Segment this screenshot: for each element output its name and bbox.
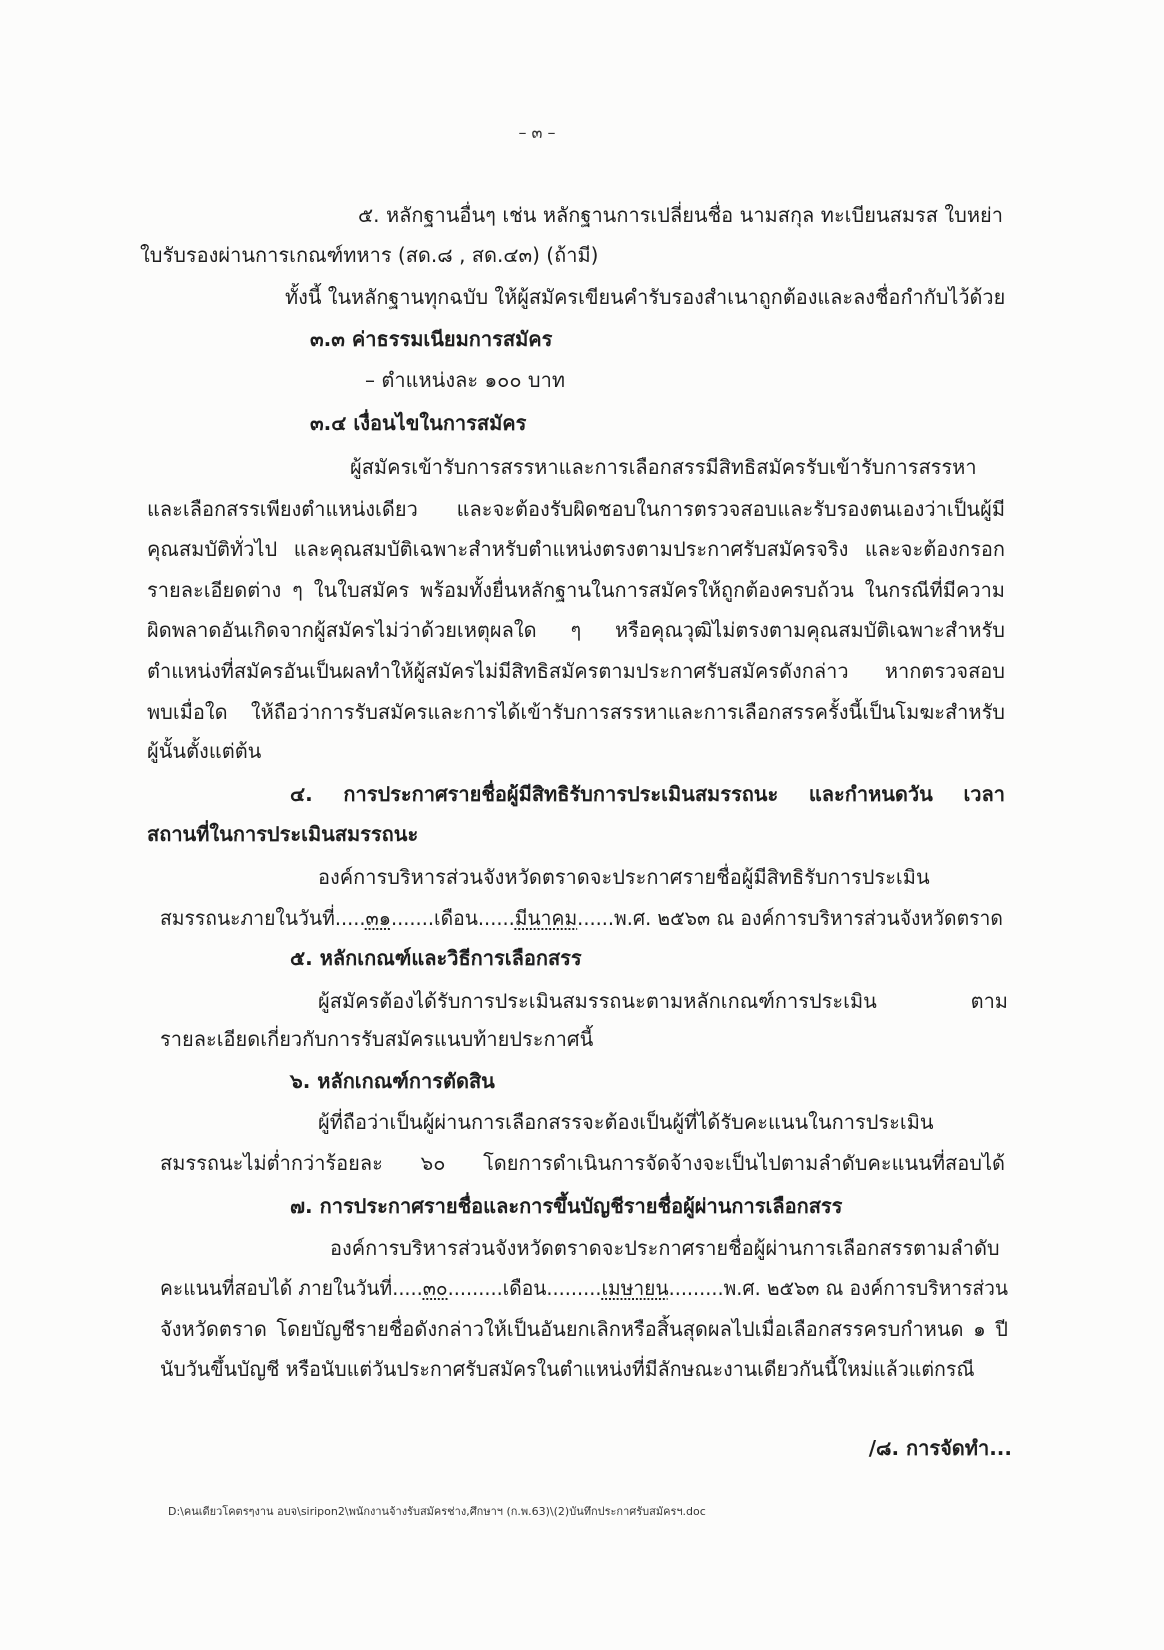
- announcement-date-line: [160, 1273, 1009, 1303]
- date-line-text: .......เดือน......: [390, 906, 515, 930]
- paragraph-line: ผิดพลาดอันเกิดจากผู้สมัครไม่ว่าด้วยเหตุผลใด ๆ หรือคุณวุฒิไม่ตรงตามคุณสมบัติเฉพาะสำหรับ: [147, 618, 1005, 642]
- date-month-value: มีนาคม: [514, 906, 578, 930]
- date-day-value: ๓๑: [365, 906, 391, 930]
- section-6-heading: ๖. หลักเกณฑ์การตัดสิน: [290, 1069, 495, 1093]
- paragraph-line: นับวันขึ้นบัญชี หรือนับแต่วันประกาศรับสมัครในตำแหน่งที่มีลักษณะงานเดียวกันนี้ใหม่แล้วแต่กรณี: [160, 1357, 975, 1381]
- announcement-date-line: [160, 903, 1003, 933]
- paragraph-line: รายละเอียดต่าง ๆ ในใบสมัคร พร้อมทั้งยื่นหลักฐานในการสมัครให้ถูกต้องครบถ้วน ในกรณีที่มีความ: [147, 578, 1005, 602]
- date-line-text: คะแนนที่สอบได้ ภายในวันที่.....: [160, 1276, 423, 1300]
- paragraph-line: ผู้สมัครเข้ารับการสรรหาและการเลือกสรรมีสิทธิสมัครรับเข้ารับการสรรหา: [350, 455, 977, 479]
- paragraph-line: พบเมื่อใด ให้ถือว่าการรับสมัครและการได้เข้ารับการสรรหาและการเลือกสรรครั้งนี้เป็นโมฆะสำหรับ: [147, 700, 1005, 724]
- section-5-heading: ๕. หลักเกณฑ์และวิธีการเลือกสรร: [290, 946, 582, 970]
- paragraph-line: คุณสมบัติทั่วไป และคุณสมบัติเฉพาะสำหรับตำแหน่งตรงตามประกาศรับสมัครจริง และจะต้องกรอก: [147, 537, 1005, 561]
- paragraph-line: ผู้ที่ถือว่าเป็นผู้ผ่านการเลือกสรรจะต้องเป็นผู้ที่ได้รับคะแนนในการประเมิน: [318, 1110, 934, 1134]
- certification-note: ทั้งนี้ ในหลักฐานทุกฉบับ ให้ผู้สมัครเขียนคำรับรองสำเนาถูกต้องและลงชื่อกำกับไว้ด้วย: [285, 285, 1006, 309]
- paragraph-line: ผู้นั้นตั้งแต่ต้น: [147, 739, 262, 763]
- section-7-heading: ๗. การประกาศรายชื่อและการขึ้นบัญชีรายชื่อผู้ผ่านการเลือกสรร: [290, 1194, 843, 1218]
- section-4-heading: ๔. การประกาศรายชื่อผู้มีสิทธิรับการประเมินสมรรถนะ และกำหนดวัน เวลา: [290, 782, 1005, 806]
- evidence-item-line: ใบรับรองผ่านการเกณฑ์ทหาร (สด.๘ , สด.๔๓) (ถ้ามี): [140, 243, 599, 267]
- paragraph-line: จังหวัดตราด โดยบัญชีรายชื่อดังกล่าวให้เป็นอันยกเลิกหรือสิ้นสุดผลไปเมื่อเลือกสรรครบกำหนด ๑ ปี: [160, 1317, 1008, 1341]
- page-number: – ๓ –: [518, 123, 556, 142]
- paragraph-line: ผู้สมัครต้องได้รับการประเมินสมรรถนะตามหลักเกณฑ์การประเมิน ตาม: [318, 989, 1008, 1013]
- date-month-value: เมษายน: [601, 1276, 669, 1300]
- paragraph-line: องค์การบริหารส่วนจังหวัดตราดจะประกาศรายชื่อผู้มีสิทธิรับการประเมิน: [318, 865, 930, 889]
- evidence-item-line: ๕. หลักฐานอื่นๆ เช่น หลักฐานการเปลี่ยนชื่อ นามสกุล ทะเบียนสมรส ใบหย่า: [358, 203, 1003, 227]
- paragraph-line: และเลือกสรรเพียงตำแหน่งเดียว และจะต้องรับผิดชอบในการตรวจสอบและรับรองตนเองว่าเป็นผู้มี: [147, 497, 1005, 521]
- paragraph-line: องค์การบริหารส่วนจังหวัดตราดจะประกาศรายชื่อผู้ผ่านการเลือกสรรตามลำดับ: [330, 1236, 1000, 1260]
- footer-file-path: D:\คนเดียวโคตรๆงาน อบจ\siripon2\พนักงานจ้างรับสมัครช่าง,ศึกษาฯ (ก.พ.63)\(2)บันทึกประกาศรับสมัครฯ.doc: [168, 1505, 706, 1518]
- paragraph-line: ตำแหน่งที่สมัครอันเป็นผลทำให้ผู้สมัครไม่มีสิทธิสมัครตามประกาศรับสมัครดังกล่าว หากตรวจสอบ: [147, 659, 1005, 683]
- date-line-text: .........พ.ศ. ๒๕๖๓ ณ องค์การบริหารส่วน: [668, 1276, 1009, 1300]
- section-3-3-heading: ๓.๓ ค่าธรรมเนียมการสมัคร: [310, 327, 553, 351]
- section-4-heading: สถานที่ในการประเมินสมรรถนะ: [147, 822, 419, 846]
- next-page-continuation: /๘. การจัดทำ...: [868, 1436, 1012, 1460]
- date-line-text: ......พ.ศ. ๒๕๖๓ ณ องค์การบริหารส่วนจังหวัดตราด: [577, 906, 1003, 930]
- paragraph-line: รายละเอียดเกี่ยวกับการรับสมัครแนบท้ายประกาศนี้: [160, 1027, 594, 1051]
- application-fee: – ตำแหน่งละ ๑๐๐ บาท: [365, 368, 566, 392]
- date-line-text: สมรรถนะภายในวันที่.....: [160, 906, 366, 930]
- paragraph-line: สมรรถนะไม่ต่ำกว่าร้อยละ ๖๐ โดยการดำเนินการจัดจ้างจะเป็นไปตามลำดับคะแนนที่สอบได้: [160, 1151, 1005, 1175]
- section-3-4-heading: ๓.๔ เงื่อนไขในการสมัคร: [310, 411, 527, 435]
- date-day-value: ๓๐: [422, 1276, 448, 1300]
- date-line-text: .........เดือน.........: [447, 1276, 602, 1300]
